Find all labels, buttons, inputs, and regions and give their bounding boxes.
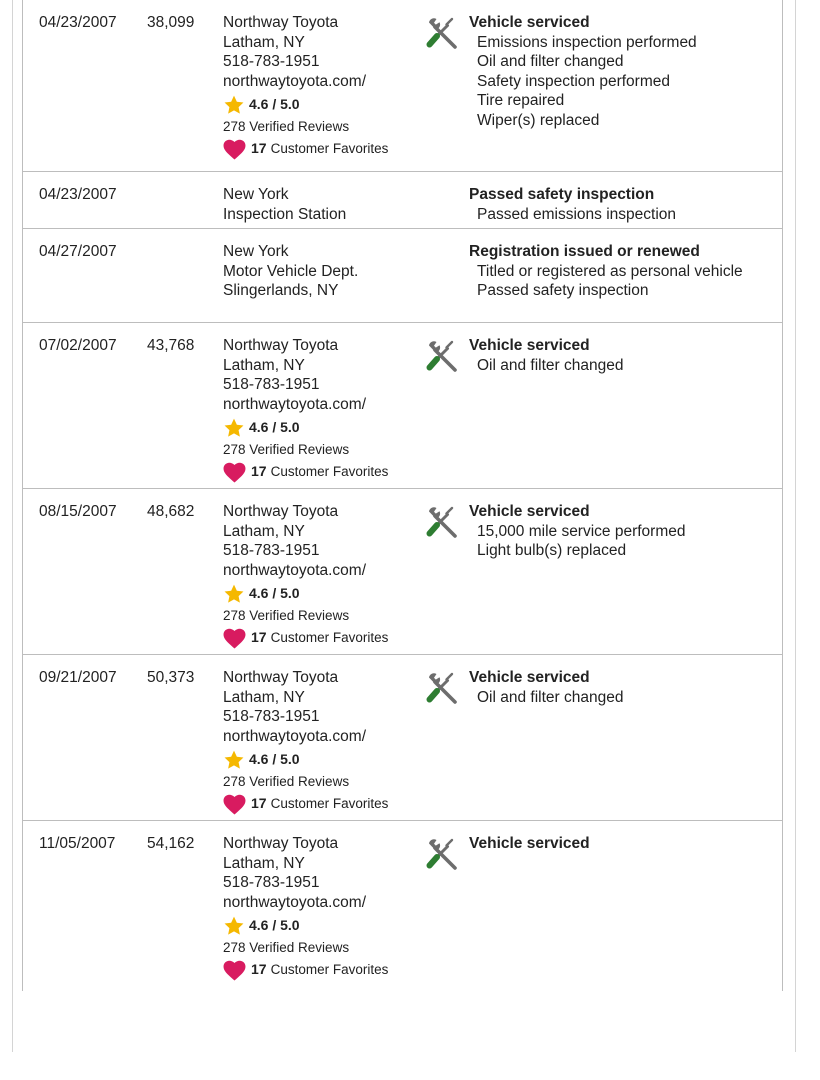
source-line: Latham, NY: [223, 688, 305, 706]
source-name: Northway Toyota: [223, 835, 339, 852]
verified-reviews-link[interactable]: 278 Verified Reviews: [223, 940, 350, 955]
wrench-screwdriver-icon: [425, 837, 459, 871]
detail-title: Vehicle serviced: [469, 669, 590, 686]
detail-title: Vehicle serviced: [469, 337, 590, 354]
record-details: [469, 336, 779, 375]
detail-item: Titled or registered as personal vehicle: [477, 262, 743, 280]
detail-item: 15,000 mile service performed: [477, 522, 686, 540]
record-source: [223, 185, 423, 224]
heart-icon: [223, 628, 246, 649]
source-line: 518-783-1951: [223, 542, 320, 559]
record-source: [223, 336, 423, 484]
source-name: Northway Toyota: [223, 669, 339, 686]
record-source: [223, 502, 423, 650]
heart-icon: [223, 794, 246, 815]
dealer-website-link[interactable]: northwaytoyota.com/: [223, 395, 367, 413]
dealer-website-link[interactable]: northwaytoyota.com/: [223, 72, 367, 90]
source-name: New York: [223, 243, 289, 260]
record-mileage: 43,768: [147, 337, 195, 354]
history-record-row: [22, 655, 783, 821]
dealer-website-link[interactable]: northwaytoyota.com/: [223, 727, 367, 745]
dealer-website-link[interactable]: northwaytoyota.com/: [223, 561, 367, 579]
source-line: Slingerlands, NY: [223, 282, 339, 299]
dealer-rating: [223, 581, 423, 606]
wrench-screwdriver-icon: [425, 505, 459, 539]
detail-item: Light bulb(s) replaced: [477, 542, 627, 559]
detail-title: Vehicle serviced: [469, 14, 590, 31]
source-line: Latham, NY: [223, 356, 305, 374]
dealer-website-link[interactable]: northwaytoyota.com/: [223, 893, 367, 911]
source-line: 518-783-1951: [223, 376, 320, 393]
source-name: Northway Toyota: [223, 503, 339, 520]
detail-item: Emissions inspection performed: [477, 33, 697, 51]
record-details: [469, 668, 779, 707]
history-record-row: [22, 323, 783, 489]
record-date: 04/27/2007: [39, 243, 117, 260]
favorites-label: Customer Favorites: [270, 141, 389, 157]
favorites-label: Customer Favorites: [270, 962, 389, 978]
source-name: Northway Toyota: [223, 337, 339, 354]
star-icon: [223, 94, 245, 116]
dealer-rating: [223, 415, 423, 440]
source-name: New York: [223, 186, 289, 203]
page-left-border: [12, 0, 13, 1052]
detail-item: Safety inspection performed: [477, 72, 670, 90]
wrench-screwdriver-icon: [425, 671, 459, 705]
verified-reviews-link[interactable]: 278 Verified Reviews: [223, 608, 350, 623]
star-icon: [223, 915, 245, 937]
page-right-border: [795, 0, 796, 1052]
detail-item: Passed safety inspection: [477, 282, 649, 299]
record-source: [223, 834, 423, 982]
detail-item: Passed emissions inspection: [477, 205, 677, 223]
verified-reviews-link[interactable]: 278 Verified Reviews: [223, 442, 350, 457]
record-source: [223, 13, 423, 161]
rating-value: 4.6 / 5.0: [249, 584, 300, 601]
record-date: 09/21/2007: [39, 669, 117, 686]
detail-title: Registration issued or renewed: [469, 243, 700, 260]
source-line: Latham, NY: [223, 854, 305, 872]
record-date: 11/05/2007: [39, 835, 116, 852]
heart-icon: [223, 139, 246, 160]
record-mileage: 48,682: [147, 503, 195, 520]
wrench-screwdriver-icon: [425, 16, 459, 50]
heart-icon: [223, 960, 246, 981]
history-record-row: [22, 229, 783, 323]
record-details: [469, 242, 779, 301]
record-details: [469, 834, 779, 854]
source-line: Inspection Station: [223, 205, 347, 223]
rating-value: 4.6 / 5.0: [249, 916, 300, 933]
star-icon: [223, 749, 245, 771]
heart-icon: [223, 462, 246, 483]
rating-value: 4.6 / 5.0: [249, 750, 300, 767]
customer-favorites[interactable]: [223, 792, 423, 816]
history-record-row: [22, 172, 783, 229]
verified-reviews-link[interactable]: 278 Verified Reviews: [223, 774, 350, 789]
detail-title: Vehicle serviced: [469, 503, 590, 520]
source-name: Northway Toyota: [223, 14, 339, 31]
star-icon: [223, 583, 245, 605]
detail-item: Oil and filter changed: [477, 356, 624, 374]
detail-title: Passed safety inspection: [469, 186, 655, 203]
record-mileage: 50,373: [147, 669, 195, 686]
favorites-label: Customer Favorites: [270, 796, 389, 812]
history-record-row: [22, 489, 783, 655]
customer-favorites[interactable]: [223, 626, 423, 650]
customer-favorites[interactable]: [223, 137, 423, 161]
record-date: 04/23/2007: [39, 14, 117, 31]
record-details: [469, 502, 779, 561]
favorites-label: Customer Favorites: [270, 630, 389, 646]
detail-item: Wiper(s) replaced: [477, 111, 600, 129]
dealer-rating: [223, 92, 423, 117]
record-details: [469, 13, 779, 130]
history-record-row: [22, 821, 783, 991]
favorites-count: 17: [251, 629, 267, 646]
record-details: [469, 185, 779, 224]
record-source: [223, 668, 423, 816]
favorites-count: 17: [251, 140, 267, 157]
record-date: 04/23/2007: [39, 186, 117, 203]
record-source: [223, 242, 423, 301]
favorites-count: 17: [251, 961, 267, 978]
source-line: Latham, NY: [223, 33, 305, 51]
dealer-rating: [223, 913, 423, 938]
source-line: Motor Vehicle Dept.: [223, 262, 359, 280]
history-record-row: [22, 0, 783, 172]
customer-favorites[interactable]: [223, 460, 423, 484]
verified-reviews-link[interactable]: 278 Verified Reviews: [223, 119, 350, 134]
favorites-count: 17: [251, 795, 267, 812]
detail-title: Vehicle serviced: [469, 835, 590, 852]
wrench-screwdriver-icon: [425, 339, 459, 373]
detail-item: Tire repaired: [477, 92, 565, 109]
source-line: 518-783-1951: [223, 53, 320, 70]
favorites-count: 17: [251, 463, 267, 480]
rating-value: 4.6 / 5.0: [249, 95, 300, 112]
customer-favorites[interactable]: [223, 958, 423, 982]
record-date: 08/15/2007: [39, 503, 117, 520]
detail-item: Oil and filter changed: [477, 688, 624, 706]
star-icon: [223, 417, 245, 439]
record-date: 07/02/2007: [39, 337, 117, 354]
detail-item: Oil and filter changed: [477, 53, 624, 70]
source-line: 518-783-1951: [223, 874, 320, 891]
record-mileage: 54,162: [147, 835, 195, 852]
source-line: 518-783-1951: [223, 708, 320, 725]
record-mileage: 38,099: [147, 14, 195, 31]
dealer-rating: [223, 747, 423, 772]
rating-value: 4.6 / 5.0: [249, 418, 300, 435]
favorites-label: Customer Favorites: [270, 464, 389, 480]
source-line: Latham, NY: [223, 522, 305, 540]
